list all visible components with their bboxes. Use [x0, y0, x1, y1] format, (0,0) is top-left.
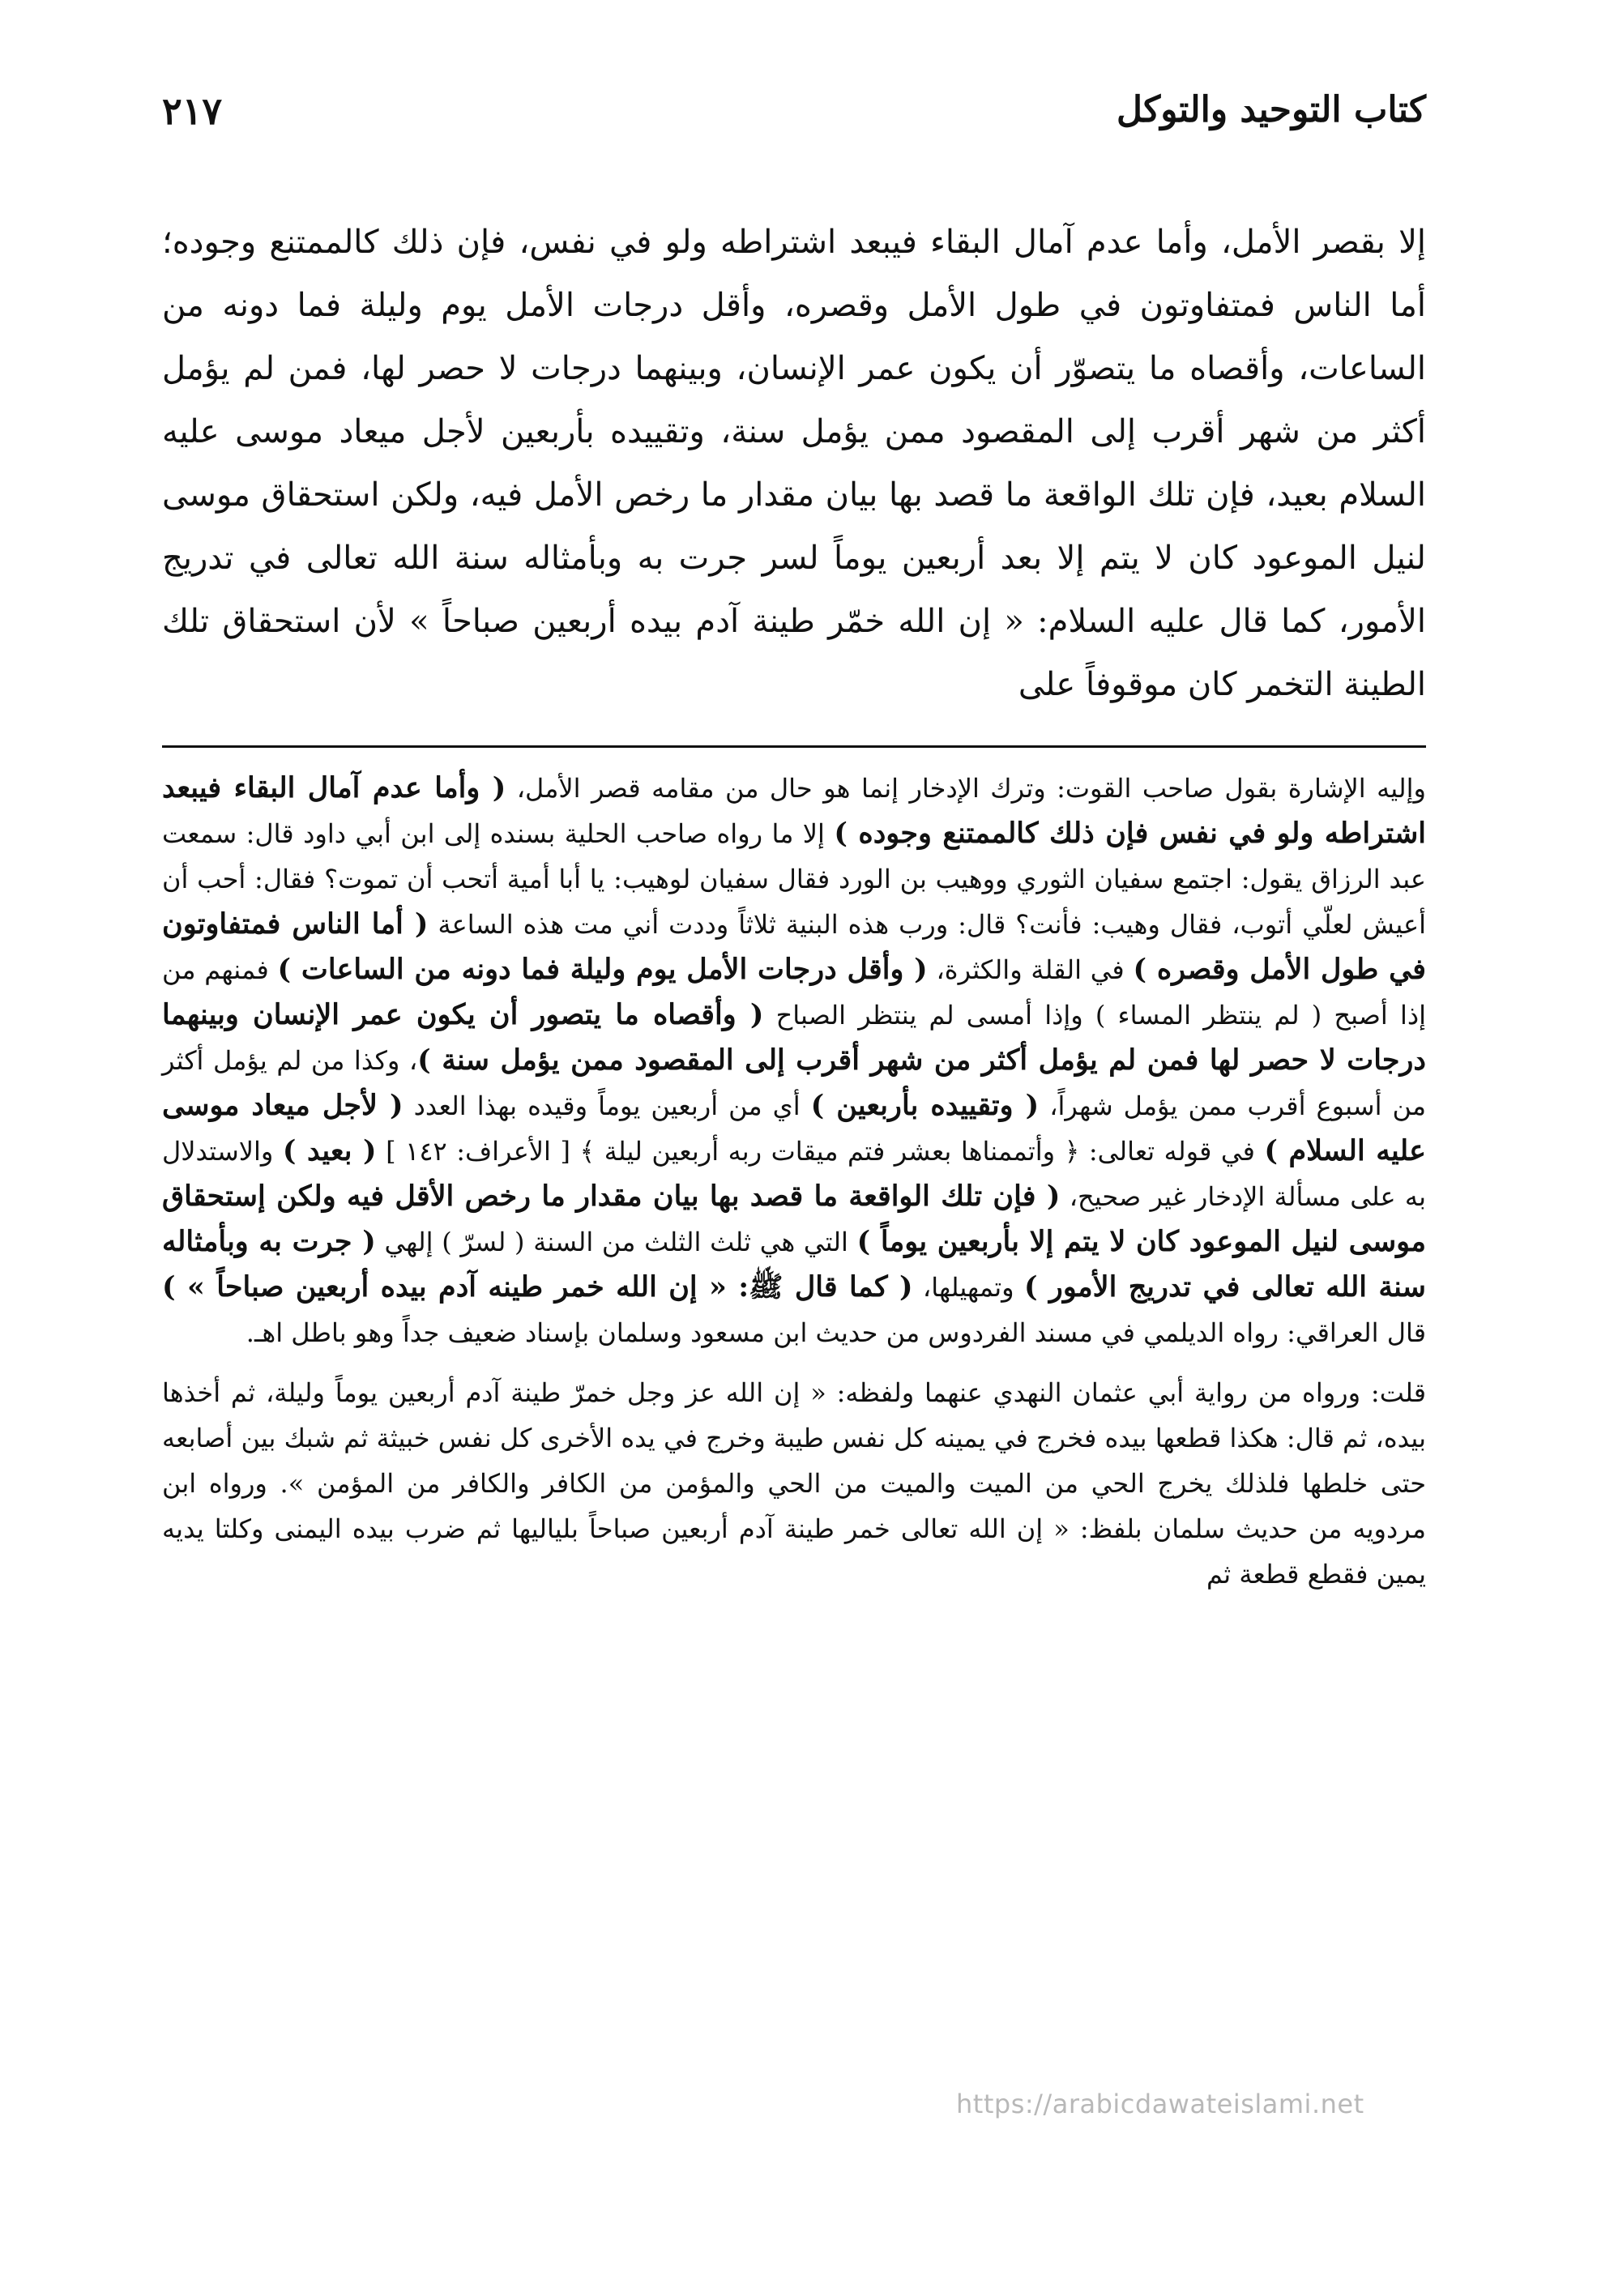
footnote-text: في القلة والكثرة،: [927, 954, 1134, 985]
footnote-text: والاستدلال به على مسألة الإدخار غير صحيح،: [162, 1136, 1426, 1212]
footnote-text: قال العراقي: رواه الديلمي في مسند الفردوس من حديث ابن مسعود وسلمان بإسناد ضعيف جداً وهو باطل اهـ.: [246, 1317, 1426, 1348]
footnote-quote-bold: ( فإن تلك الواقعة ما قصد بها بيان مقدار ما رخص الأقل فيه ولكن إستحقاق موسى لنيل الموعود كان لا يتم إلا بأربعين يوماً ): [162, 1180, 1426, 1258]
footnote-text: في قوله تعالى: ﴿ وأتممناها بعشر فتم ميقات ربه أربعين ليلة ﴾ [ الأعراف: ١٤٢ ]: [376, 1136, 1265, 1167]
footnote-quote-bold: ( وتقييده بأربعين ): [810, 1089, 1040, 1122]
footnote-text: وإليه الإشارة بقول صاحب القوت: وترك الإدخار إنما هو حال من مقامه قصر الأمل،: [506, 773, 1426, 804]
footnote-quote-bold: ( وأقصاه ما يتصور أن يكون عمر الإنسان وبينهما درجات لا حصر لها فمن لم يؤمل أكثر من شهر أقرب إلى المقصود ممن يؤمل سنة ): [162, 998, 1426, 1077]
footnote-paragraph-2: قلت: ورواه من رواية أبي عثمان النهدي عنهما ولفظه: « إن الله عز وجل خمرّ طينة آدم أربعين يوماً وليلة، ثم أخذها بيده، ثم قال: هكذا قطعها بيده فخرج في يمينه كل نفس طيبة وخرج في يده الأخرى كل نفس خبيثة ثم شبك بين أصابعه حتى خلطها فلذلك يخرج الحي من الميت والميت من الحي والمؤمن من الكافر والكافر من المؤمن ». ورواه ابن مردويه من حديث سلمان بلفظ: « إن الله تعالى خمر طينة آدم أربعين صباحاً بلياليها ثم ضرب بيده اليمنى وكلتا يديه يمين فقطع قطعة ثم: [162, 1377, 1427, 1590]
page-number: ٢١٧: [162, 89, 223, 133]
footnote-quote-bold: ( جرت به وبأمثاله سنة الله تعالى في تدريج الأمور ): [162, 1225, 1427, 1304]
footnote-quote-bold: ( أما الناس فمتفاوتون في طول الأمل وقصره ): [162, 907, 1427, 986]
footnote-text: فمنهم من إذا أصبح ( لم ينتظر المساء ) وإذا أمسى لم ينتظر الصباح: [162, 954, 1427, 1031]
footnote-quote-bold: ( وأما عدم آمال البقاء فيبعد اشتراطه ولو في نفس فإن ذلك كالممتنع وجوده ): [162, 771, 1426, 850]
footnote-text: إلا ما رواه صاحب الحلية بسنده إلى ابن أبي داود قال: سمعت عبد الرزاق يقول: اجتمع سفيان الثوري ووهيب بن الورد فقال سفيان لوهيب: يا أبا أمية أتحب أن تموت؟ فقال: أحب أن أعيش لعلّي أتوب، فقال وهيب: فأنت؟ قال: ورب هذه البنية ثلاثاً وددت أني مت هذه الساعة: [162, 818, 1427, 940]
footnote-quote-bold: ( لأجل ميعاد موسى عليه السلام ): [162, 1089, 1426, 1167]
watermark-url: https://arabicdawateislami.net: [956, 2089, 1364, 2119]
footnote-quote-bold: ( كما قال ﷺ: « إن الله خمر طينه آدم بيده أربعين صباحاً » ): [162, 1270, 913, 1304]
footnote-quote-bold: ( وأقل درجات الأمل يوم وليلة فما دونه من الساعات ): [277, 953, 928, 986]
main-text-block: [162, 211, 1426, 716]
footnotes-section: [162, 766, 1426, 1597]
page-header: [162, 89, 1426, 162]
footnote-divider: [162, 745, 1426, 748]
book-title: كتاب التوحيد والتوكل: [1116, 89, 1426, 130]
footnote-quote-bold: ( بعيد ): [282, 1134, 377, 1167]
footnote-text: التي هي ثلث الثلث من السنة ( لسرّ ) إلهي: [375, 1227, 857, 1257]
book-page: [162, 89, 1426, 2260]
footnote-paragraph-1: [162, 766, 1426, 1355]
footnote-text: وتمهيلها،: [912, 1272, 1024, 1303]
main-paragraph: إلا بقصر الأمل، وأما عدم آمال البقاء فيبعد اشتراطه ولو في نفس، فإن ذلك كالممتنع وجوده؛ أما الناس فمتفاوتون في طول الأمل وقصره، وأقل درجات الأمل يوم وليلة فما دونه من الساعات، وأقصاه ما يتصوّر أن يكون عمر الإنسان، وبينهما درجات لا حصر لها، فمن لم يؤمل أكثر من شهر أقرب إلى المقصود ممن يؤمل سنة، وتقييده بأربعين لأجل ميعاد موسى عليه السلام بعيد، فإن تلك الواقعة ما قصد بها بيان مقدار ما رخص الأمل فيه، ولكن استحقاق موسى لنيل الموعود كان لا يتم إلا بعد أربعين يوماً لسر جرت به وبأمثاله سنة الله تعالى في تدريج الأمور، كما قال عليه السلام: « إن الله خمّر طينة آدم بيده أربعين صباحاً » لأن استحقاق تلك الطينة التخمر كان موقوفاً على: [162, 224, 1426, 703]
footnote-text: أي من أربعين يوماً وقيده بهذا العدد: [403, 1090, 811, 1121]
footnote-text: ، وكذا من لم يؤمل أكثر من أسبوع أقرب ممن يؤمل شهراً،: [162, 1045, 1427, 1121]
